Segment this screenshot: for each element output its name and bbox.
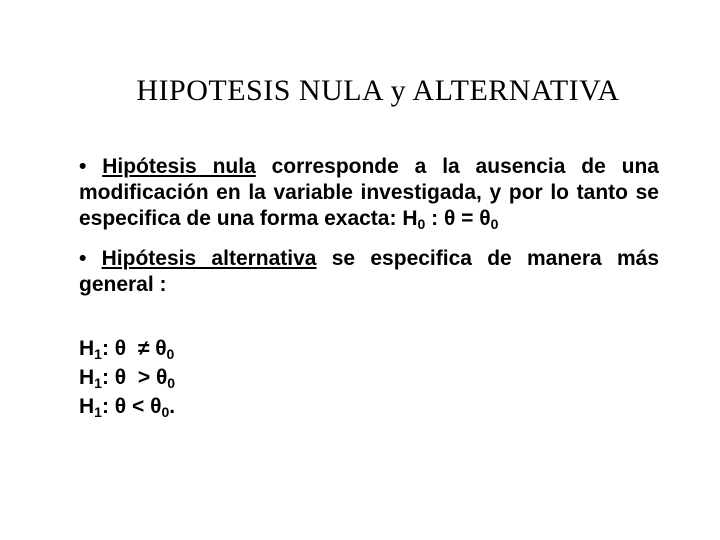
- null-hypothesis-paragraph: [79, 154, 659, 232]
- alternative-hypotheses-list: [79, 334, 659, 421]
- hyp-var-sub: 1: [94, 375, 102, 391]
- formula-var-sub: 0: [417, 216, 426, 232]
- hypothesis-line: [79, 392, 659, 421]
- hyp-sep: :: [101, 366, 115, 389]
- formula-op: =: [455, 207, 480, 230]
- hyp-rhs: θ: [150, 395, 162, 418]
- alternative-hypothesis-text: se especifica de manera más general :: [79, 247, 660, 296]
- bullet: •: [79, 155, 87, 178]
- hyp-sep: :: [101, 395, 115, 418]
- hyp-op: <: [126, 395, 151, 418]
- null-hypothesis-term: Hipótesis nula: [102, 155, 256, 178]
- hyp-rhs-sub: 0: [166, 346, 175, 362]
- hyp-end: .: [169, 395, 176, 418]
- hyp-var: H: [79, 395, 95, 418]
- null-hypothesis-formula: [402, 207, 498, 230]
- hypothesis-line: [79, 363, 659, 392]
- hyp-rhs-sub: 0: [167, 375, 176, 391]
- hyp-sep: :: [101, 337, 115, 360]
- hyp-theta: θ: [114, 337, 127, 360]
- hyp-theta: θ: [114, 395, 127, 418]
- formula-rhs-sub: 0: [490, 216, 499, 232]
- formula-sep: :: [425, 207, 444, 230]
- hyp-var: H: [79, 366, 95, 389]
- hyp-var-sub: 1: [94, 346, 102, 362]
- hyp-rhs: θ: [155, 366, 168, 389]
- alternative-hypothesis-term: Hipótesis alternativa: [101, 247, 317, 270]
- hyp-rhs: θ: [155, 337, 167, 360]
- hyp-op: >: [126, 366, 156, 389]
- hyp-rhs-sub: 0: [161, 404, 170, 420]
- formula-var: H: [402, 207, 418, 230]
- hyp-theta: θ: [114, 366, 127, 389]
- slide-title: HIPOTESIS NULA y ALTERNATIVA: [136, 74, 620, 107]
- formula-theta: θ: [443, 207, 456, 230]
- hyp-var: H: [79, 337, 95, 360]
- hypothesis-line: [79, 334, 659, 363]
- hyp-var-sub: 1: [94, 404, 102, 420]
- alternative-hypothesis-paragraph: [79, 246, 659, 298]
- bullet: •: [79, 247, 87, 270]
- null-hypothesis-text: corresponde a la ausencia de una modificación en la variable investigada, y por lo tanto se especifica de una forma exacta:: [79, 155, 659, 230]
- hyp-op: ≠: [126, 337, 156, 360]
- slide-body: [79, 154, 659, 421]
- formula-rhs: θ: [479, 207, 491, 230]
